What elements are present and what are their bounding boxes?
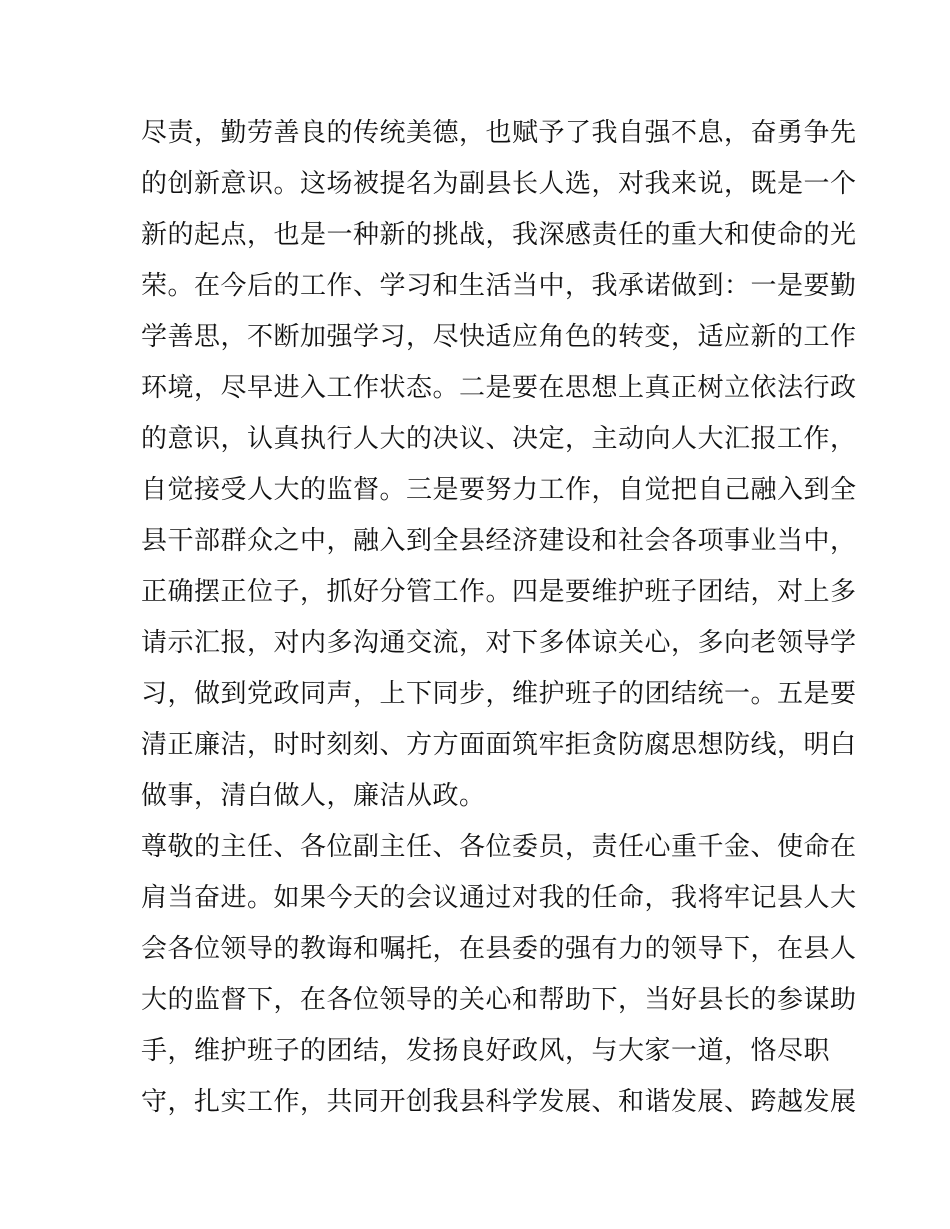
- text-line: 守，扎实工作，共同开创我县科学发展、和谐发展、跨越发展: [141, 1087, 857, 1117]
- text-line: 学善思，不断加强学习，尽快适应角色的转变，适应新的工作: [141, 322, 857, 352]
- text-line: 大的监督下，在各位领导的关心和帮助下，当好县长的参谋助: [141, 985, 857, 1015]
- text-line: 会各位领导的教诲和嘱托，在县委的强有力的领导下，在县人: [141, 934, 857, 964]
- text-line: 尽责，勤劳善良的传统美德，也赋予了我自强不息，奋勇争先: [141, 118, 857, 148]
- text-line: 尊敬的主任、各位副主任、各位委员，责任心重千金、使命在: [141, 832, 857, 862]
- text-line: 手，维护班子的团结，发扬良好政风，与大家一道，恪尽职: [141, 1036, 831, 1066]
- text-line: 肩当奋进。如果今天的会议通过对我的任命，我将牢记县人大: [141, 883, 857, 913]
- text-line: 新的起点，也是一种新的挑战，我深感责任的重大和使命的光: [141, 220, 857, 250]
- text-line: 的创新意识。这场被提名为副县长人选，对我来说，既是一个: [141, 169, 857, 199]
- text-line: 请示汇报，对内多沟通交流，对下多体谅关心，多向老领导学: [141, 628, 857, 658]
- text-line: 荣。在今后的工作、学习和生活当中，我承诺做到：一是要勤: [141, 271, 857, 301]
- text-line: 环境，尽早进入工作状态。二是要在思想上真正树立依法行政: [141, 373, 857, 403]
- text-line: 习，做到党政同声，上下同步，维护班子的团结统一。五是要: [141, 679, 857, 709]
- text-line: 做事，清白做人，廉洁从政。: [141, 781, 486, 811]
- document-body: [141, 108, 857, 1128]
- text-line: 县干部群众之中，融入到全县经济建设和社会各项事业当中，: [141, 526, 857, 556]
- text-line: 的意识，认真执行人大的决议、决定，主动向人大汇报工作，: [141, 424, 857, 454]
- text-line: 自觉接受人大的监督。三是要努力工作，自觉把自己融入到全: [141, 475, 857, 505]
- text-line: 正确摆正位子，抓好分管工作。四是要维护班子团结，对上多: [141, 577, 857, 607]
- text-line: 清正廉洁，时时刻刻、方方面面筑牢拒贪防腐思想防线，明白: [141, 730, 857, 760]
